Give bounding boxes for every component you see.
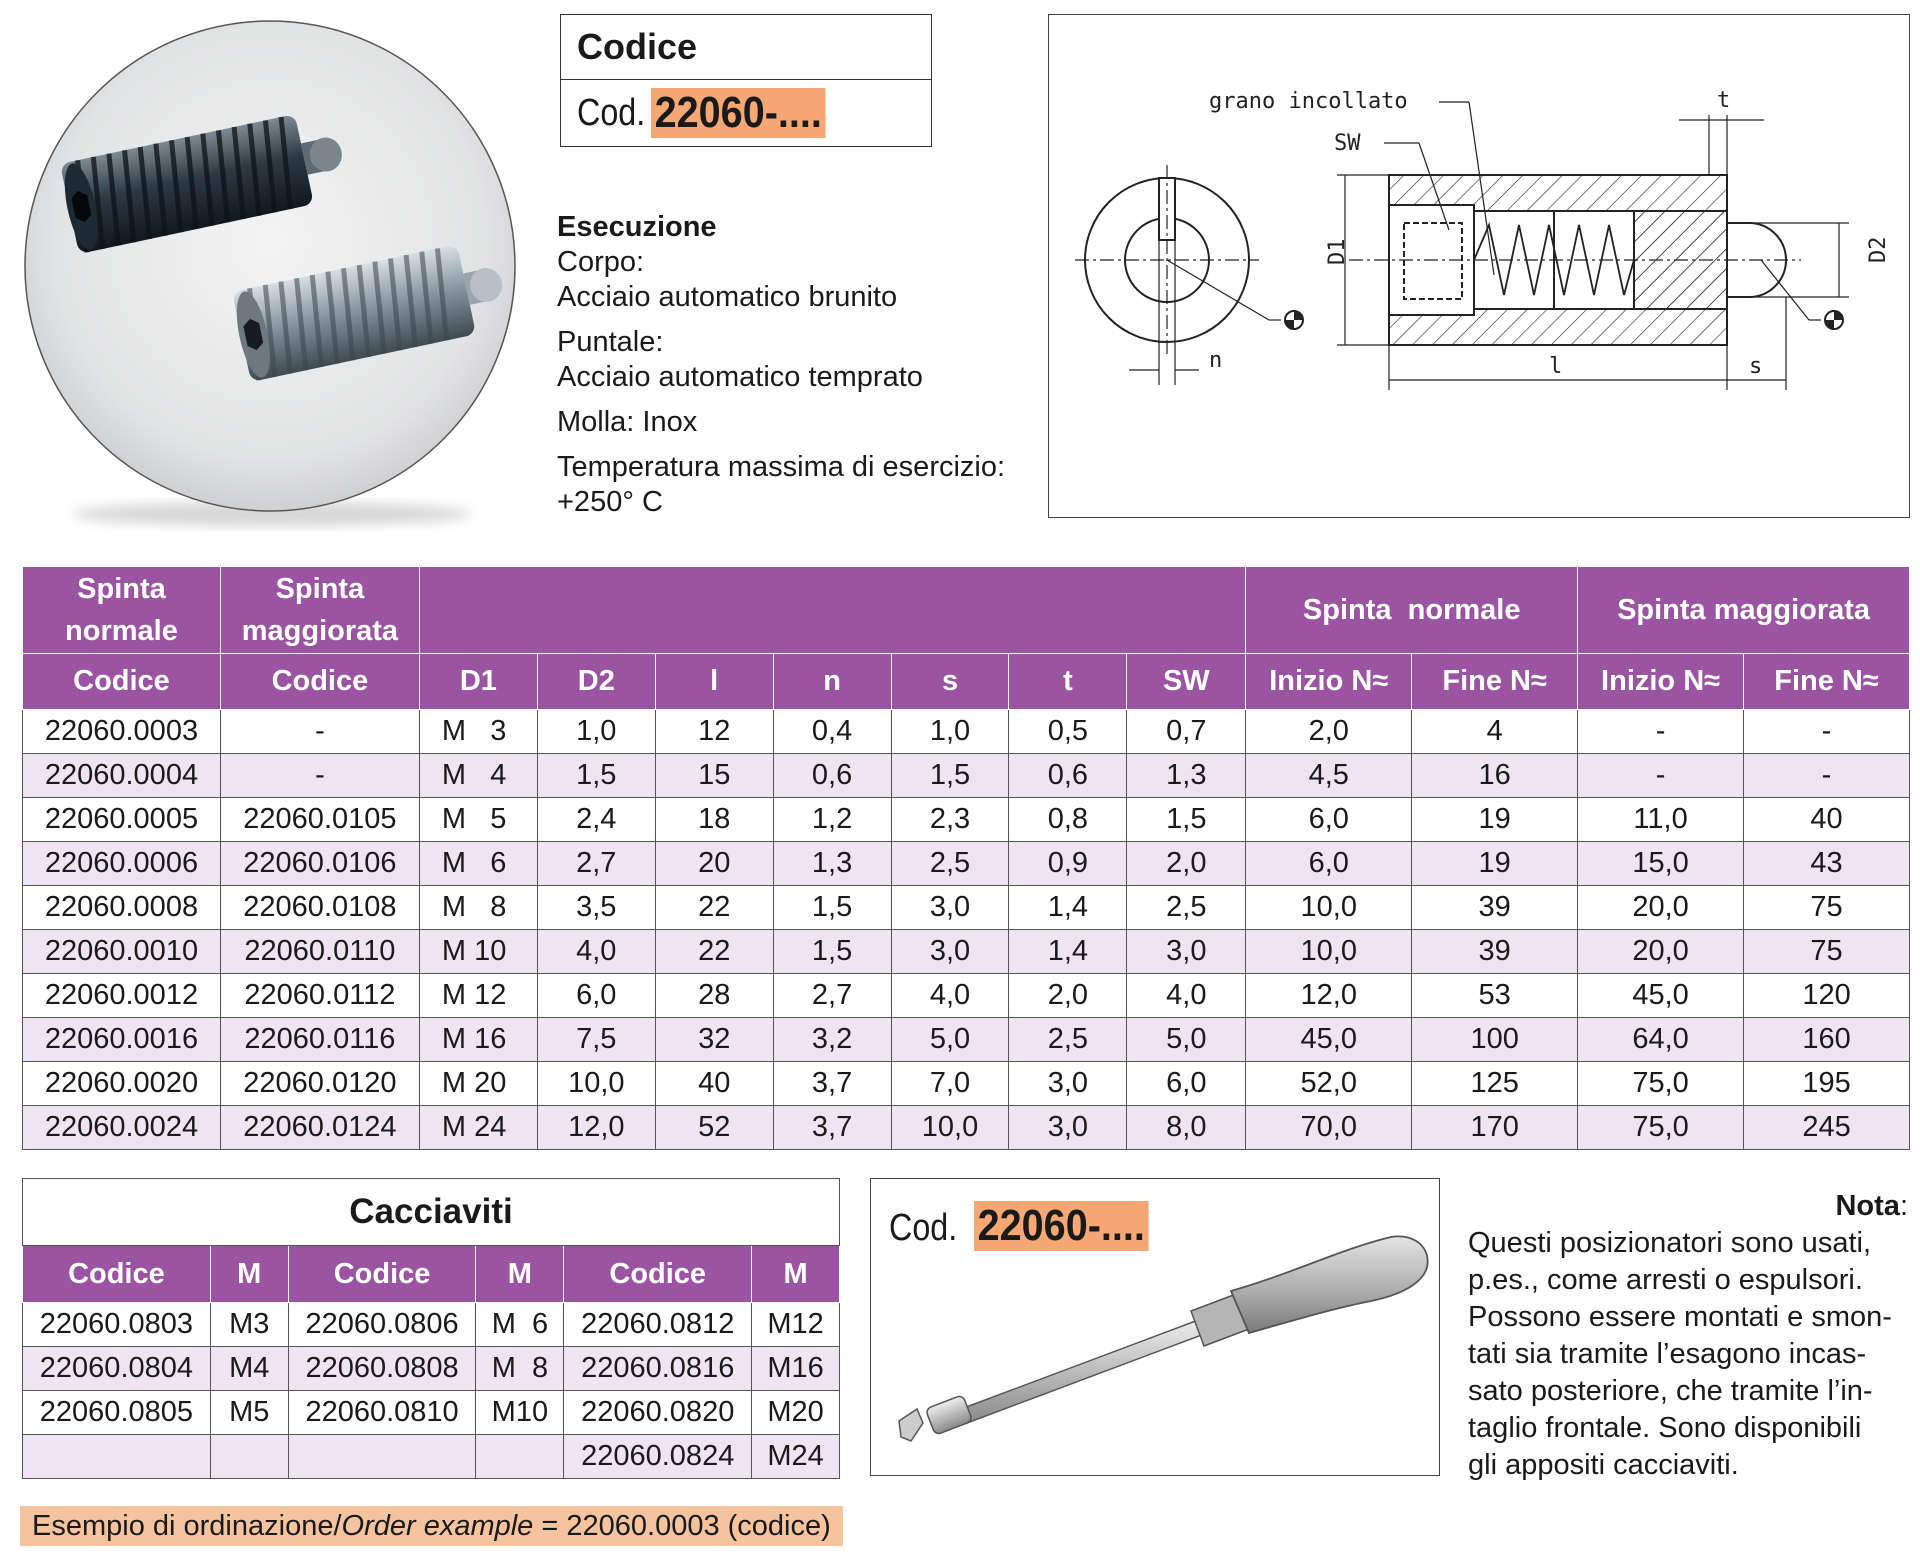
table-cell: 22060.0110 (220, 930, 419, 974)
table-row (23, 710, 1910, 754)
table-cell: 8,0 (1127, 1106, 1246, 1150)
note-line: taglio frontale. Sono disponibili (1468, 1412, 1862, 1444)
table-cell: - (1578, 710, 1744, 754)
table-row (23, 974, 1910, 1018)
table-cell: M 6 (476, 1303, 564, 1347)
table-cell: 160 (1744, 1018, 1910, 1062)
header-spinta-maggiorata: Spinta maggiorata (1578, 567, 1910, 654)
table-cell: 2,3 (891, 798, 1009, 842)
body-label: Corpo: (557, 246, 645, 278)
table-cell: 1,0 (537, 710, 655, 754)
screwdriver-column-header: M (210, 1246, 288, 1303)
table-cell: 2,5 (1009, 1018, 1127, 1062)
table-cell: 100 (1412, 1018, 1578, 1062)
table-cell: 1,5 (773, 930, 891, 974)
table-cell (23, 1435, 211, 1479)
table-cell: 22060.0810 (288, 1391, 476, 1435)
table-cell: 1,5 (773, 886, 891, 930)
column-header: Fine N≈ (1412, 654, 1578, 710)
order-example (20, 1506, 843, 1546)
table-row (23, 1303, 840, 1347)
table-cell: 22060.0005 (23, 798, 221, 842)
table-cell: - (1744, 754, 1910, 798)
table-cell: 245 (1744, 1106, 1910, 1150)
column-header: SW (1127, 654, 1246, 710)
table-cell: 70,0 (1246, 1106, 1412, 1150)
table-cell: 43 (1744, 842, 1910, 886)
table-cell: 3,7 (773, 1106, 891, 1150)
column-header: s (891, 654, 1009, 710)
sd-cod-label: Cod. (889, 1207, 958, 1249)
table-cell: 1,3 (1127, 754, 1246, 798)
screwdriver-icon (871, 1179, 1439, 1475)
label-sw: SW (1334, 131, 1361, 156)
execution-title: Esecuzione (557, 211, 717, 243)
table-cell: 22060.0108 (220, 886, 419, 930)
table-cell: 1,2 (773, 798, 891, 842)
label-t: t (1717, 88, 1731, 113)
table-cell: 22060.0105 (220, 798, 419, 842)
table-cell: M 12 (419, 974, 537, 1018)
table-cell: 120 (1744, 974, 1910, 1018)
header-spinta-maggiorata-code: Spinta maggiorata (220, 567, 419, 654)
header-spinta-normale: Spinta normale (1246, 567, 1578, 654)
table-cell: 22060.0106 (220, 842, 419, 886)
table-cell: M 8 (476, 1347, 564, 1391)
code-box (560, 14, 932, 147)
table-cell: 40 (655, 1062, 773, 1106)
table-cell: 52 (655, 1106, 773, 1150)
screwdriver-column-header: Codice (288, 1246, 476, 1303)
table-cell: M 4 (419, 754, 537, 798)
execution-section (557, 210, 1047, 520)
note-line: Questi posizionatori sono usati, (1468, 1227, 1871, 1259)
table-cell (288, 1435, 476, 1479)
note-line: Possono essere montati e smon- (1468, 1301, 1892, 1333)
note-line: p.es., come arresti o espulsori. (1468, 1264, 1863, 1296)
table-cell: 22060.0805 (23, 1391, 211, 1435)
table-cell: 75 (1744, 886, 1910, 930)
table-cell: 195 (1744, 1062, 1910, 1106)
note-title: Nota (1835, 1190, 1900, 1222)
table-cell: 6,0 (537, 974, 655, 1018)
table-cell: 10,0 (1246, 930, 1412, 974)
table-cell: 22060.0003 (23, 710, 221, 754)
screwdriver-column-header: M (476, 1246, 564, 1303)
cod-value: 22060-.... (651, 88, 826, 138)
table-cell: 22060.0803 (23, 1303, 211, 1347)
table-row (23, 886, 1910, 930)
table-cell: 45,0 (1578, 974, 1744, 1018)
note-text (1468, 1225, 1908, 1484)
note-line: tati sia tramite l’esagono incas- (1468, 1338, 1867, 1370)
note-line: sato posteriore, che tramite l’in- (1468, 1375, 1873, 1407)
table-cell: 2,7 (773, 974, 891, 1018)
column-header: t (1009, 654, 1127, 710)
table-row (23, 1018, 1910, 1062)
table-cell: 1,4 (1009, 930, 1127, 974)
code-box-row (561, 80, 931, 146)
label-grano-incollato: grano incollato (1209, 89, 1408, 114)
table-cell: M4 (210, 1347, 288, 1391)
table-cell: 4,0 (1127, 974, 1246, 1018)
table-cell: 5,0 (1127, 1018, 1246, 1062)
table-cell: 22060.0816 (564, 1347, 752, 1391)
table-cell: 1,5 (537, 754, 655, 798)
table-cell: 22 (655, 930, 773, 974)
table-cell: 3,2 (773, 1018, 891, 1062)
table-cell: 22060.0016 (23, 1018, 221, 1062)
table-cell: 12,0 (537, 1106, 655, 1150)
column-header: D1 (419, 654, 537, 710)
table-cell: M 16 (419, 1018, 537, 1062)
table-cell: 75 (1744, 930, 1910, 974)
table-cell: 2,5 (891, 842, 1009, 886)
note-colon: : (1899, 1190, 1908, 1222)
table-cell: M 6 (419, 842, 537, 886)
label-n: n (1209, 348, 1223, 373)
table-cell: 75,0 (1578, 1106, 1744, 1150)
table-cell: 2,0 (1009, 974, 1127, 1018)
table-row (23, 754, 1910, 798)
table-row (23, 1435, 840, 1479)
screwdriver-column-header: Codice (23, 1246, 211, 1303)
order-suffix: = 22060.0003 (codice) (533, 1510, 831, 1542)
label-d1: D1 (1325, 238, 1350, 265)
column-header: Fine N≈ (1744, 654, 1910, 710)
table-cell: 4,5 (1246, 754, 1412, 798)
table-cell: 1,5 (1127, 798, 1246, 842)
table-cell: 7,5 (537, 1018, 655, 1062)
table-cell: - (220, 754, 419, 798)
column-header: n (773, 654, 891, 710)
table-cell: 22060.0020 (23, 1062, 221, 1106)
table-cell: 19 (1412, 798, 1578, 842)
spring-text: Molla: Inox (557, 406, 698, 438)
table-cell: 10,0 (537, 1062, 655, 1106)
table-cell: 15,0 (1578, 842, 1744, 886)
table-cell: 0,6 (1009, 754, 1127, 798)
table-cell: 3,0 (1009, 1062, 1127, 1106)
column-header-row (23, 654, 1910, 710)
table-cell: 28 (655, 974, 773, 1018)
table-cell: 22060.0006 (23, 842, 221, 886)
table-cell: 0,4 (773, 710, 891, 754)
table-cell: 20,0 (1578, 930, 1744, 974)
table-cell: 10,0 (891, 1106, 1009, 1150)
table-cell: 11,0 (1578, 798, 1744, 842)
table-cell: 22060.0124 (220, 1106, 419, 1150)
table-cell: M 8 (419, 886, 537, 930)
table-cell: 53 (1412, 974, 1578, 1018)
product-table-body (23, 710, 1910, 1150)
note-title-row (1468, 1188, 1908, 1225)
table-cell: 45,0 (1246, 1018, 1412, 1062)
table-cell: 3,0 (891, 930, 1009, 974)
table-cell: 22060.0010 (23, 930, 221, 974)
table-cell: M3 (210, 1303, 288, 1347)
tip-value: Acciaio automatico temprato (557, 361, 923, 393)
table-cell: 39 (1412, 930, 1578, 974)
table-cell: 3,5 (537, 886, 655, 930)
table-cell: 0,5 (1009, 710, 1127, 754)
table-row (23, 798, 1910, 842)
table-cell: 22060.0806 (288, 1303, 476, 1347)
note-section (1468, 1188, 1908, 1484)
table-cell: 22060.0012 (23, 974, 221, 1018)
table-cell: 0,8 (1009, 798, 1127, 842)
table-row (23, 1062, 1910, 1106)
table-cell: 2,7 (537, 842, 655, 886)
column-header: D2 (537, 654, 655, 710)
table-cell: 4,0 (891, 974, 1009, 1018)
screwdriver-table-title: Cacciaviti (23, 1179, 840, 1246)
column-header: Codice (220, 654, 419, 710)
table-cell: 16 (1412, 754, 1578, 798)
label-d2: D2 (1866, 236, 1891, 263)
table-cell: 0,9 (1009, 842, 1127, 886)
table-cell: 22060.0008 (23, 886, 221, 930)
table-cell: 75,0 (1578, 1062, 1744, 1106)
table-cell: 22060.0804 (23, 1347, 211, 1391)
table-cell: M20 (752, 1391, 840, 1435)
table-cell: 12,0 (1246, 974, 1412, 1018)
table-cell: M12 (752, 1303, 840, 1347)
table-cell: 19 (1412, 842, 1578, 886)
table-cell: 22060.0024 (23, 1106, 221, 1150)
table-cell: 6,0 (1127, 1062, 1246, 1106)
table-cell: 3,0 (1127, 930, 1246, 974)
column-header: l (655, 654, 773, 710)
label-s: s (1749, 354, 1763, 379)
table-cell: M16 (752, 1347, 840, 1391)
table-cell: 4 (1412, 710, 1578, 754)
code-box-header: Codice (561, 15, 931, 80)
table-cell: 2,5 (1127, 886, 1246, 930)
body-value: Acciaio automatico brunito (557, 281, 898, 313)
table-cell: 5,0 (891, 1018, 1009, 1062)
table-cell: 125 (1412, 1062, 1578, 1106)
table-cell: 22060.0820 (564, 1391, 752, 1435)
table-cell: 22060.0112 (220, 974, 419, 1018)
screwdriver-column-header: Codice (564, 1246, 752, 1303)
table-cell: M10 (476, 1391, 564, 1435)
temp-value: +250° C (557, 486, 663, 518)
note-line: gli appositi cacciaviti. (1468, 1449, 1739, 1481)
table-cell: 2,0 (1246, 710, 1412, 754)
table-row (23, 1347, 840, 1391)
technical-drawing (1048, 14, 1910, 518)
temp-label: Temperatura massima di esercizio: (557, 451, 1006, 483)
table-cell: 22060.0120 (220, 1062, 419, 1106)
table-cell: 22060.0808 (288, 1347, 476, 1391)
table-cell: 1,0 (891, 710, 1009, 754)
tip-label: Puntale: (557, 326, 664, 358)
table-cell (210, 1435, 288, 1479)
table-cell: 2,0 (1127, 842, 1246, 886)
table-cell: 2,4 (537, 798, 655, 842)
order-prefix: Esempio di ordinazione/ (32, 1510, 342, 1542)
table-cell: 3,7 (773, 1062, 891, 1106)
table-cell: 170 (1412, 1106, 1578, 1150)
table-cell: 7,0 (891, 1062, 1009, 1106)
table-cell: 22060.0812 (564, 1303, 752, 1347)
column-header: Inizio N≈ (1578, 654, 1744, 710)
sd-cod-value: 22060-.... (974, 1201, 1149, 1251)
table-cell (476, 1435, 564, 1479)
table-cell: 15 (655, 754, 773, 798)
table-cell: 10,0 (1246, 886, 1412, 930)
screwdriver-box (870, 1178, 1440, 1476)
table-cell: M24 (752, 1435, 840, 1479)
table-cell: 22060.0116 (220, 1018, 419, 1062)
column-header: Codice (23, 654, 221, 710)
table-cell: M 3 (419, 710, 537, 754)
table-cell: 22060.0004 (23, 754, 221, 798)
table-cell: 39 (1412, 886, 1578, 930)
table-cell: 12 (655, 710, 773, 754)
table-cell: 64,0 (1578, 1018, 1744, 1062)
table-row (23, 842, 1910, 886)
table-cell: 52,0 (1246, 1062, 1412, 1106)
table-cell: 4,0 (537, 930, 655, 974)
header-spinta-normale-code: Spinta normale (23, 567, 221, 654)
table-row (23, 1391, 840, 1435)
table-row (23, 1106, 1910, 1150)
table-cell: 1,5 (891, 754, 1009, 798)
screwdriver-table-body (23, 1303, 840, 1479)
table-cell: M5 (210, 1391, 288, 1435)
table-cell: 6,0 (1246, 842, 1412, 886)
table-cell: - (220, 710, 419, 754)
table-cell: 40 (1744, 798, 1910, 842)
table-row (23, 930, 1910, 974)
table-cell: 1,4 (1009, 886, 1127, 930)
table-cell: 6,0 (1246, 798, 1412, 842)
table-cell: M 24 (419, 1106, 537, 1150)
table-cell: 20 (655, 842, 773, 886)
cod-label: Cod. (577, 91, 646, 134)
table-cell: 18 (655, 798, 773, 842)
table-cell: 3,0 (891, 886, 1009, 930)
table-cell: 32 (655, 1018, 773, 1062)
table-cell: 0,7 (1127, 710, 1246, 754)
table-cell: 20,0 (1578, 886, 1744, 930)
screwdriver-column-header-row (23, 1246, 840, 1303)
column-header: Inizio N≈ (1246, 654, 1412, 710)
table-cell: 22060.0824 (564, 1435, 752, 1479)
product-photo (20, 14, 520, 532)
table-cell: M 10 (419, 930, 537, 974)
order-italic: Order example (341, 1510, 534, 1542)
screwdriver-column-header: M (752, 1246, 840, 1303)
table-cell: 1,3 (773, 842, 891, 886)
table-cell: M 20 (419, 1062, 537, 1106)
table-cell: 22 (655, 886, 773, 930)
header-empty (419, 567, 1245, 654)
table-cell: 3,0 (1009, 1106, 1127, 1150)
table-cell: M 5 (419, 798, 537, 842)
label-l: l (1549, 354, 1563, 379)
table-cell: - (1578, 754, 1744, 798)
screwdriver-table (22, 1178, 840, 1479)
product-table (22, 566, 1910, 1150)
table-cell: 0,6 (773, 754, 891, 798)
table-cell: - (1744, 710, 1910, 754)
